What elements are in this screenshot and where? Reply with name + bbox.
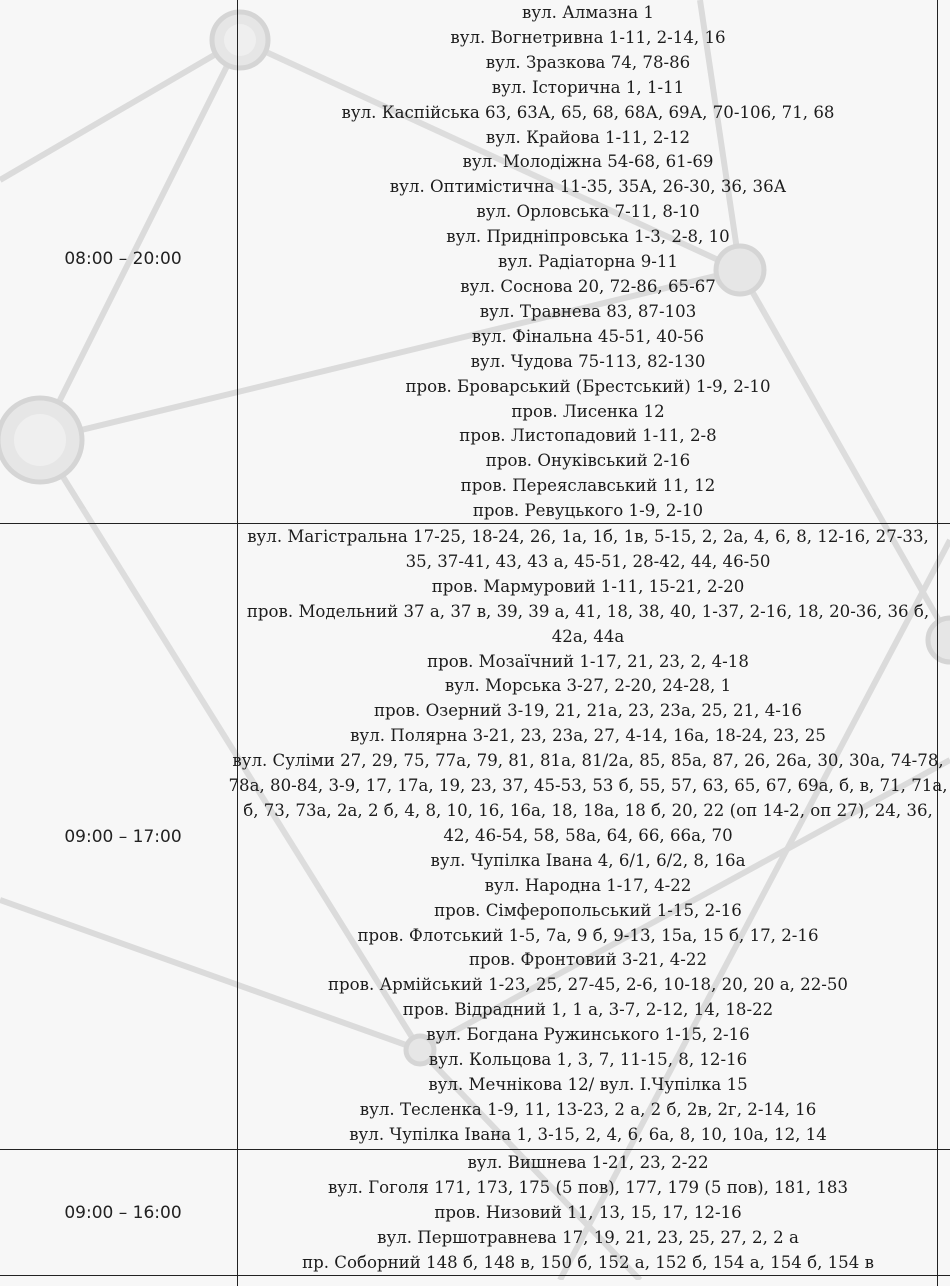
schedule-row bbox=[0, 1150, 950, 1276]
street-line: вул. Мечнікова 12/ вул. І.Чупілка 15 bbox=[428, 1074, 748, 1094]
street-line: пров. Онуківський 2-16 bbox=[485, 451, 691, 471]
street-line: пров. Мармуровий 1-11, 15-21, 2-20 bbox=[431, 576, 745, 596]
street-line: вул. Магістральна 17-25, 18-24, 26, 1а, 1б, 1в, 5-15, 2, 2а, 4, 6, 8, 12-16, 27-33, bbox=[247, 527, 929, 546]
street-line: пров. Відрадний 1, 1 а, 3-7, 2-12, 14, 18-22 bbox=[402, 1000, 774, 1020]
street-line: вул. Богдана Ружинського 1-15, 2-16 bbox=[426, 1025, 750, 1045]
street-line: пров. Низовий 11, 13, 15, 17, 12-16 bbox=[434, 1202, 742, 1222]
street-line: вул. Зразкова 74, 78-86 bbox=[485, 52, 691, 72]
street-line: пров. Фронтовий 3-21, 4-22 bbox=[468, 950, 708, 970]
street-line: вул. Тесленка 1-9, 11, 13-23, 2 а, 2 б, 2в, 2г, 2-14, 16 bbox=[359, 1099, 817, 1119]
time-cell: 08:00 – 20:00 bbox=[64, 249, 182, 269]
street-line: вул. Крайова 1-11, 2-12 bbox=[485, 127, 691, 147]
street-line: вул. Вишнева 1-21, 23, 2-22 bbox=[467, 1153, 709, 1172]
street-line: вул. Морська 3-27, 2-20, 24-28, 1 bbox=[444, 676, 732, 696]
street-line: 78а, 80-84, 3-9, 17, 17а, 19, 23, 37, 45-53, 53 б, 55, 57, 63, 65, 67, 69а, б, в, 71, 71а, bbox=[228, 776, 948, 796]
street-line: вул. Суліми 27, 29, 75, 77а, 79, 81, 81а, 81/2а, 85, 85а, 87, 26, 26а, 30, 30а, 74-78, bbox=[232, 751, 944, 771]
street-line: вул. Чудова 75-113, 82-130 bbox=[470, 351, 706, 371]
street-line: вул. Чупілка Івана 1, 3-15, 2, 4, 6, 6а, 8, 10, 10а, 12, 14 bbox=[349, 1124, 827, 1144]
street-line: пров. Модельний 37 а, 37 в, 39, 39 а, 41, 18, 38, 40, 1-37, 2-16, 18, 20-36, 36 б, bbox=[246, 601, 930, 621]
street-line: вул. Фінальна 45-51, 40-56 bbox=[471, 326, 705, 346]
streets-cell bbox=[228, 524, 948, 1149]
time-cell: 09:00 – 16:00 bbox=[64, 1202, 182, 1223]
street-line: вул. Орловська 7-11, 8-10 bbox=[476, 202, 700, 222]
street-line: вул. Історична 1, 1-11 bbox=[491, 77, 685, 97]
street-line: вул. Травнева 83, 87-103 bbox=[479, 301, 697, 321]
street-line: пров. Озерний 3-19, 21, 21а, 23, 23а, 25, 21, 4-16 bbox=[374, 701, 802, 721]
column-divider bbox=[937, 0, 938, 523]
street-line: вул. Народна 1-17, 4-22 bbox=[484, 875, 692, 895]
column-divider bbox=[937, 1150, 938, 1275]
street-line: 42а, 44а bbox=[551, 626, 625, 646]
column-divider bbox=[237, 1276, 238, 1286]
time-cell: 09:00 – 17:00 bbox=[64, 826, 182, 847]
street-line: пров. Лисенка 12 bbox=[511, 401, 665, 421]
street-line: пров. Армійський 1-23, 25, 27-45, 2-6, 10-18, 20, 20 а, 22-50 bbox=[328, 975, 848, 995]
street-line: пров. Мозаїчний 1-17, 21, 23, 2, 4-18 bbox=[427, 651, 749, 671]
street-line: б, 73, 73а, 2а, 2 б, 4, 8, 10, 16, 16а, 18, 18а, 18 б, 20, 22 (оп 14-2, оп 27), 24, 36, bbox=[243, 800, 933, 820]
street-line: пров. Броварський (Брестський) 1-9, 2-10 bbox=[405, 376, 771, 396]
column-divider bbox=[937, 524, 938, 1149]
street-line: вул. Радіаторна 9-11 bbox=[498, 252, 678, 272]
street-line: вул. Чупілка Івана 4, 6/1, 6/2, 8, 16а bbox=[430, 850, 746, 870]
schedule-row bbox=[0, 524, 950, 1150]
street-line: вул. Полярна 3-21, 23, 23а, 27, 4-14, 16а, 18-24, 23, 25 bbox=[350, 726, 826, 746]
column-divider bbox=[937, 1276, 938, 1286]
schedule-row bbox=[0, 0, 950, 524]
street-line: пров. Сімферопольський 1-15, 2-16 bbox=[434, 900, 742, 920]
street-line: вул. Першотравнева 17, 19, 21, 23, 25, 27, 2, 2 а bbox=[377, 1227, 799, 1247]
street-line: вул. Придніпровська 1-3, 2-8, 10 bbox=[446, 227, 730, 247]
street-line: пров. Ревуцького 1-9, 2-10 bbox=[472, 501, 704, 521]
street-line: вул. Кольцова 1, 3, 7, 11-15, 8, 12-16 bbox=[428, 1050, 748, 1070]
street-line: 35, 37-41, 43, 43 а, 45-51, 28-42, 44, 46-50 bbox=[405, 551, 771, 571]
street-line: вул. Каспійська 63, 63А, 65, 68, 68А, 69А, 70-106, 71, 68 bbox=[341, 102, 835, 122]
street-line: вул. Соснова 20, 72-86, 65-67 bbox=[460, 276, 716, 296]
street-line: пров. Переяславський 11, 12 bbox=[460, 476, 716, 496]
street-line: вул. Алмазна 1 bbox=[522, 3, 654, 22]
street-line: пров. Флотський 1-5, 7а, 9 б, 9-13, 15а, 15 б, 17, 2-16 bbox=[357, 925, 819, 945]
street-line: вул. Молодіжна 54-68, 61-69 bbox=[462, 152, 714, 172]
streets-cell bbox=[239, 0, 937, 523]
schedule-row-partial bbox=[0, 1276, 950, 1286]
street-line: пров. Листопадовий 1-11, 2-8 bbox=[459, 426, 717, 446]
street-line: вул. Гоголя 171, 173, 175 (5 пов), 177, 179 (5 пов), 181, 183 bbox=[327, 1177, 849, 1197]
streets-cell bbox=[239, 1150, 937, 1275]
street-line: вул. Оптимістична 11-35, 35А, 26-30, 36, 36А bbox=[389, 177, 787, 197]
street-line: пр. Соборний 148 б, 148 в, 150 б, 152 а, 152 б, 154 а, 154 б, 154 в bbox=[302, 1252, 874, 1272]
street-line: вул. Вогнетривна 1-11, 2-14, 16 bbox=[450, 27, 726, 47]
street-line: 42, 46-54, 58, 58а, 64, 66, 66а, 70 bbox=[443, 825, 733, 845]
